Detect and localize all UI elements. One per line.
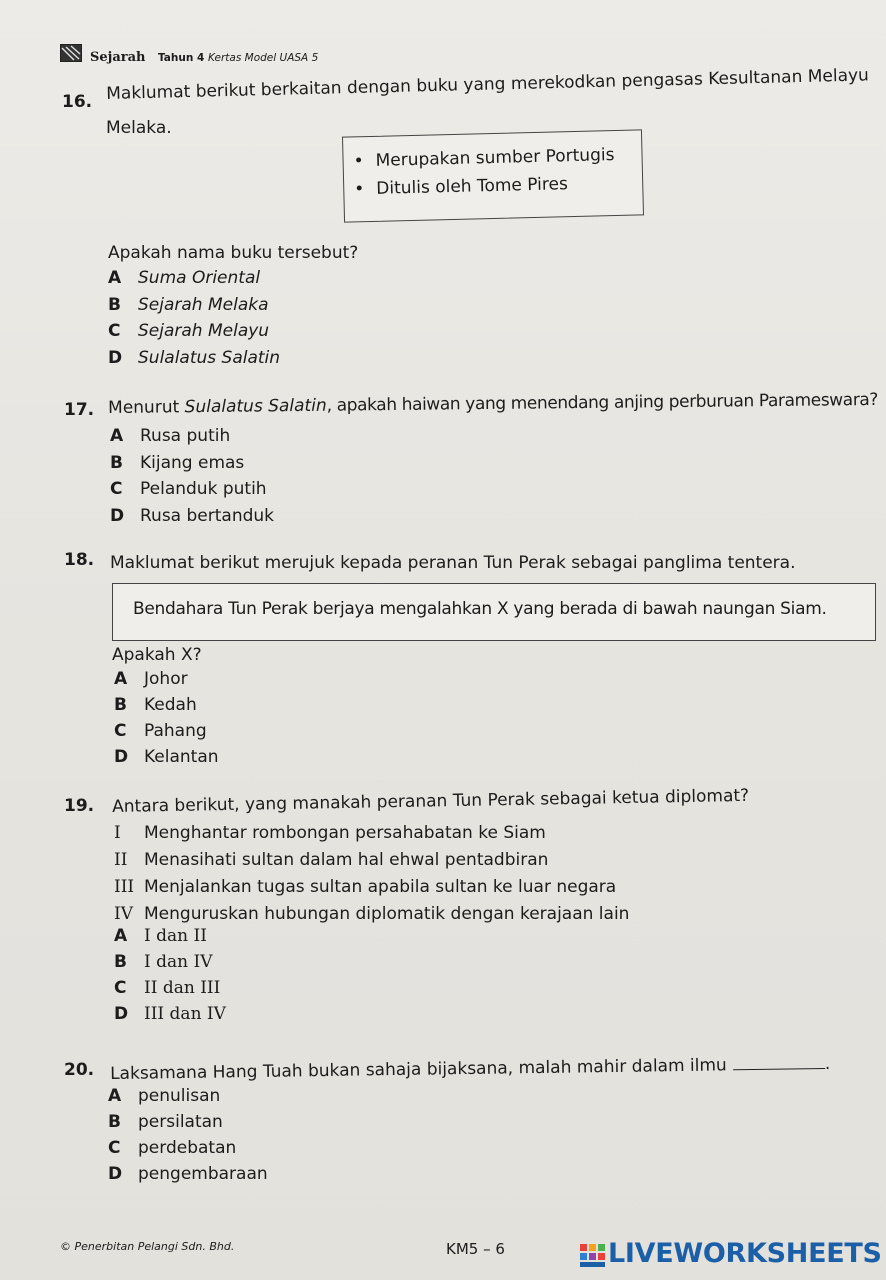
option-text: Pelanduk putih bbox=[140, 479, 267, 499]
option-letter: A bbox=[114, 926, 128, 946]
option-letter: B bbox=[114, 695, 127, 715]
q19-option-b[interactable] bbox=[114, 952, 212, 972]
option-text: III dan IV bbox=[144, 1004, 226, 1024]
option-letter: D bbox=[110, 506, 125, 526]
q17-option-a[interactable] bbox=[110, 426, 230, 446]
q17-text-pre: Menurut bbox=[108, 397, 185, 418]
q19-number: 19. bbox=[64, 796, 95, 816]
option-text: Kedah bbox=[144, 695, 197, 715]
option-letter: C bbox=[110, 479, 123, 499]
option-text: Johor bbox=[144, 669, 188, 689]
q17-number: 17. bbox=[64, 400, 95, 420]
q17-option-d[interactable] bbox=[110, 506, 274, 526]
q16-option-c[interactable] bbox=[108, 321, 269, 341]
q18-text: Maklumat berikut merujuk kepada peranan Tun Perak sebagai panglima tentera. bbox=[110, 553, 796, 573]
q17-option-c[interactable] bbox=[110, 479, 267, 499]
statement-text: Menasihati sultan dalam hal ehwal pentadbiran bbox=[144, 850, 549, 870]
option-letter: A bbox=[108, 268, 122, 288]
publisher-credit: © Penerbitan Pelangi Sdn. Bhd. bbox=[60, 1240, 235, 1253]
option-letter: D bbox=[114, 1004, 129, 1024]
q16-number: 16. bbox=[62, 92, 93, 112]
option-text: persilatan bbox=[138, 1112, 223, 1132]
q18-question: Apakah X? bbox=[112, 645, 202, 665]
header-year: Tahun 4 bbox=[158, 52, 205, 64]
statement-numeral: I bbox=[114, 823, 121, 843]
q19-statement-iii bbox=[114, 877, 616, 897]
q17-text-post: , apakah haiwan yang menendang anjing perburuan Parameswara? bbox=[326, 389, 879, 416]
q20-text-end: . bbox=[824, 1053, 831, 1075]
q18-option-a[interactable] bbox=[114, 669, 188, 689]
statement-numeral: IV bbox=[114, 904, 133, 924]
option-letter: A bbox=[114, 669, 128, 689]
statement-numeral: III bbox=[114, 877, 135, 897]
q20-option-c[interactable] bbox=[108, 1138, 236, 1158]
q16-text-line1: Maklumat berikut berkaitan dengan buku yang merekodkan pengasas Kesultanan Melayu bbox=[106, 65, 870, 104]
q19-option-a[interactable] bbox=[114, 926, 207, 946]
q20-text-body: Laksamana Hang Tuah bukan sahaja bijaksana, malah mahir dalam ilmu bbox=[110, 1055, 727, 1084]
q16-info-box bbox=[342, 129, 644, 222]
liveworksheets-logo-icon bbox=[580, 1244, 606, 1268]
option-letter: D bbox=[108, 1164, 123, 1184]
q18-box-text: Bendahara Tun Perak berjaya mengalahkan X yang berada di bawah naungan Siam. bbox=[133, 599, 827, 619]
q17-text-italic: Sulalatus Salatin bbox=[184, 395, 327, 418]
option-text: Rusa bertanduk bbox=[140, 506, 275, 526]
header-paper: Kertas Model UASA 5 bbox=[208, 52, 319, 64]
option-letter: A bbox=[110, 426, 124, 446]
q18-option-d[interactable] bbox=[114, 747, 219, 767]
q18-info-box bbox=[112, 583, 876, 641]
option-text: Sejarah Melayu bbox=[138, 321, 270, 341]
option-text: I dan II bbox=[144, 926, 207, 946]
q16-option-d[interactable] bbox=[108, 348, 280, 368]
q16-option-a[interactable] bbox=[108, 268, 260, 288]
q19-option-d[interactable] bbox=[114, 1004, 226, 1024]
statement-text: Menjalankan tugas sultan apabila sultan ke luar negara bbox=[144, 877, 617, 897]
option-letter: A bbox=[108, 1086, 122, 1106]
q20-text bbox=[110, 1054, 830, 1084]
q17-text bbox=[108, 390, 878, 418]
q19-statement-iv bbox=[114, 904, 629, 924]
q19-statement-i bbox=[114, 823, 546, 843]
q20-option-d[interactable] bbox=[108, 1164, 268, 1184]
option-text: Kijang emas bbox=[140, 453, 245, 473]
option-letter: C bbox=[114, 978, 127, 998]
option-text: Sejarah Melaka bbox=[138, 295, 269, 315]
q16-question: Apakah nama buku tersebut? bbox=[108, 243, 359, 263]
option-text: II dan III bbox=[144, 978, 221, 998]
page-number: KM5 – 6 bbox=[446, 1240, 505, 1258]
q20-number: 20. bbox=[64, 1060, 95, 1080]
q18-option-b[interactable] bbox=[114, 695, 197, 715]
q16-box-item: • Ditulis oleh Tome Pires bbox=[354, 174, 568, 199]
option-text: Rusa putih bbox=[140, 426, 231, 446]
option-letter: B bbox=[108, 1112, 121, 1132]
q19-option-c[interactable] bbox=[114, 978, 220, 998]
option-letter: C bbox=[108, 1138, 121, 1158]
option-text: perdebatan bbox=[138, 1138, 237, 1158]
q18-option-c[interactable] bbox=[114, 721, 207, 741]
q19-text: Antara berikut, yang manakah peranan Tun Perak sebagai ketua diplomat? bbox=[112, 785, 750, 817]
option-letter: C bbox=[114, 721, 127, 741]
q16-option-b[interactable] bbox=[108, 295, 269, 315]
option-letter: D bbox=[114, 747, 129, 767]
option-text: penulisan bbox=[138, 1086, 221, 1106]
q18-number: 18. bbox=[64, 550, 95, 570]
option-text: Pahang bbox=[144, 721, 207, 741]
answer-blank[interactable] bbox=[733, 1068, 825, 1070]
header-subject: Sejarah bbox=[90, 50, 146, 65]
option-text: pengembaraan bbox=[138, 1164, 268, 1184]
option-letter: B bbox=[108, 295, 121, 315]
option-text: I dan IV bbox=[144, 952, 213, 972]
book-icon bbox=[60, 44, 82, 62]
q19-statement-ii bbox=[114, 850, 548, 870]
option-text: Suma Oriental bbox=[138, 268, 261, 288]
option-text: Kelantan bbox=[144, 747, 219, 767]
statement-text: Menguruskan hubungan diplomatik dengan kerajaan lain bbox=[144, 904, 630, 924]
option-letter: B bbox=[110, 453, 123, 473]
option-letter: C bbox=[108, 321, 121, 341]
option-letter: D bbox=[108, 348, 123, 368]
option-letter: B bbox=[114, 952, 127, 972]
q16-text-line2: Melaka. bbox=[106, 118, 172, 138]
q20-option-a[interactable] bbox=[108, 1086, 220, 1106]
q17-option-b[interactable] bbox=[110, 453, 244, 473]
statement-text: Menghantar rombongan persahabatan ke Siam bbox=[144, 823, 546, 843]
statement-numeral: II bbox=[114, 850, 128, 870]
option-text: Sulalatus Salatin bbox=[138, 348, 281, 368]
q16-box-item: • Merupakan sumber Portugis bbox=[353, 145, 614, 171]
liveworksheets-brand[interactable]: LIVEWORKSHEETS bbox=[608, 1238, 882, 1269]
q20-option-b[interactable] bbox=[108, 1112, 223, 1132]
